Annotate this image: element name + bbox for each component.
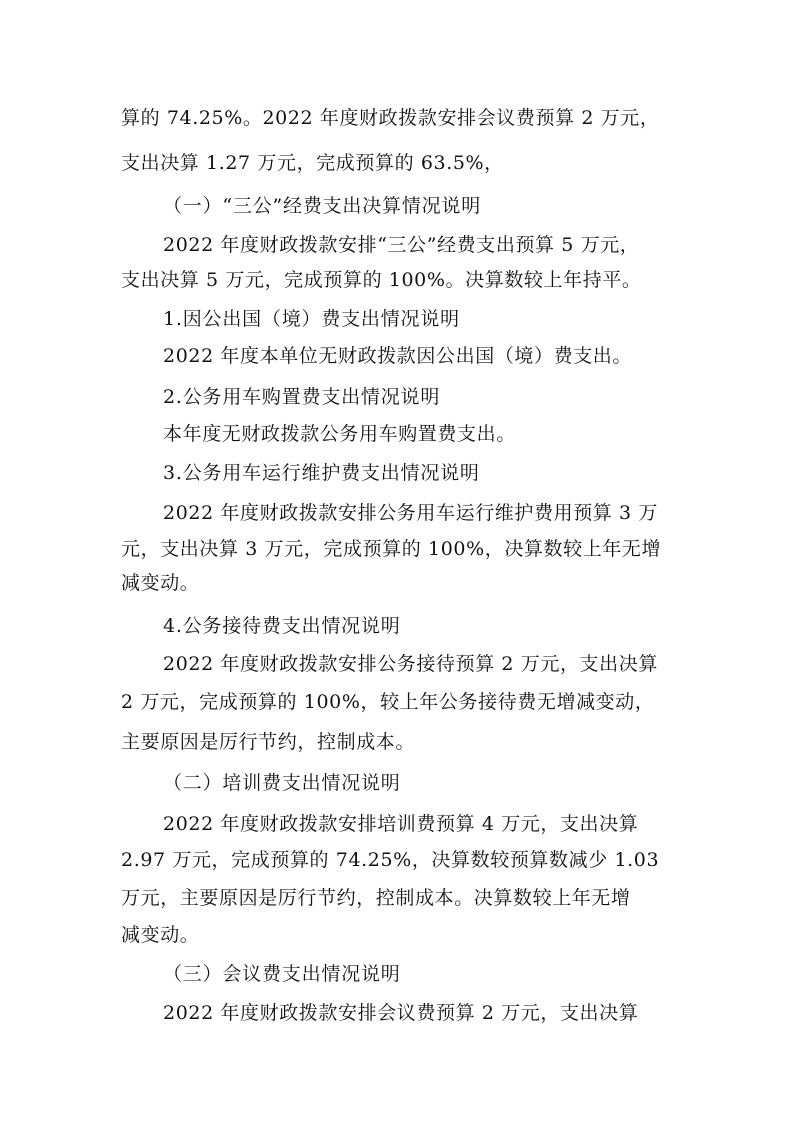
paragraph-line: 支出决算 1.27 万元，完成预算的 63.5%， [121,152,504,174]
paragraph-line: 减变动。 [121,572,200,594]
paragraph-line: 2 万元，完成预算的 100%，较上年公务接待费无增减变动， [121,691,655,713]
paragraph-line: 2022 年度财政拨款安排“三公”经费支出预算 5 万元， [163,234,640,256]
paragraph-line: 算的 74.25%。2022 年度财政拨款安排会议费预算 2 万元， [121,107,660,129]
section-heading: （二）培训费支出情况说明 [163,772,401,794]
section-heading: （一）“三公”经费支出决算情况说明 [163,195,482,217]
paragraph-line: 2022 年度财政拨款安排会议费预算 2 万元，支出决算 [163,1002,639,1024]
paragraph-line: 本年度无财政拨款公务用车购置费支出。 [163,423,516,445]
subsection-heading: 4.公务接待费支出情况说明 [163,615,401,637]
paragraph-line: 2022 年度财政拨款安排培训费预算 4 万元，支出决算 [163,813,639,835]
subsection-heading: 1.因公出国（境）费支出情况说明 [163,308,460,330]
paragraph-line: 支出决算 5 万元，完成预算的 100%。决算数较上年持平。 [121,269,642,291]
paragraph-line: 2022 年度财政拨款安排公务接待预算 2 万元，支出决算 [163,653,658,675]
paragraph-line: 2.97 万元，完成预算的 74.25%，决算数较预算数减少 1.03 [121,849,660,871]
paragraph-line: 减变动。 [121,924,200,946]
paragraph-line: 元，支出决算 3 万元，完成预算的 100%，决算数较上年无增 [121,538,662,560]
paragraph-line: 2022 年度本单位无财政拨款因公出国（境）费支出。 [163,345,632,367]
paragraph-line: 主要原因是厉行节约，控制成本。 [121,731,416,753]
section-heading: （三）会议费支出情况说明 [163,963,401,985]
subsection-heading: 2.公务用车购置费支出情况说明 [163,386,441,408]
paragraph-line: 2022 年度财政拨款安排公务用车运行维护费用预算 3 万 [163,502,658,524]
paragraph-line: 万元，主要原因是厉行节约，控制成本。决算数较上年无增 [121,887,631,909]
subsection-heading: 3.公务用车运行维护费支出情况说明 [163,462,480,484]
